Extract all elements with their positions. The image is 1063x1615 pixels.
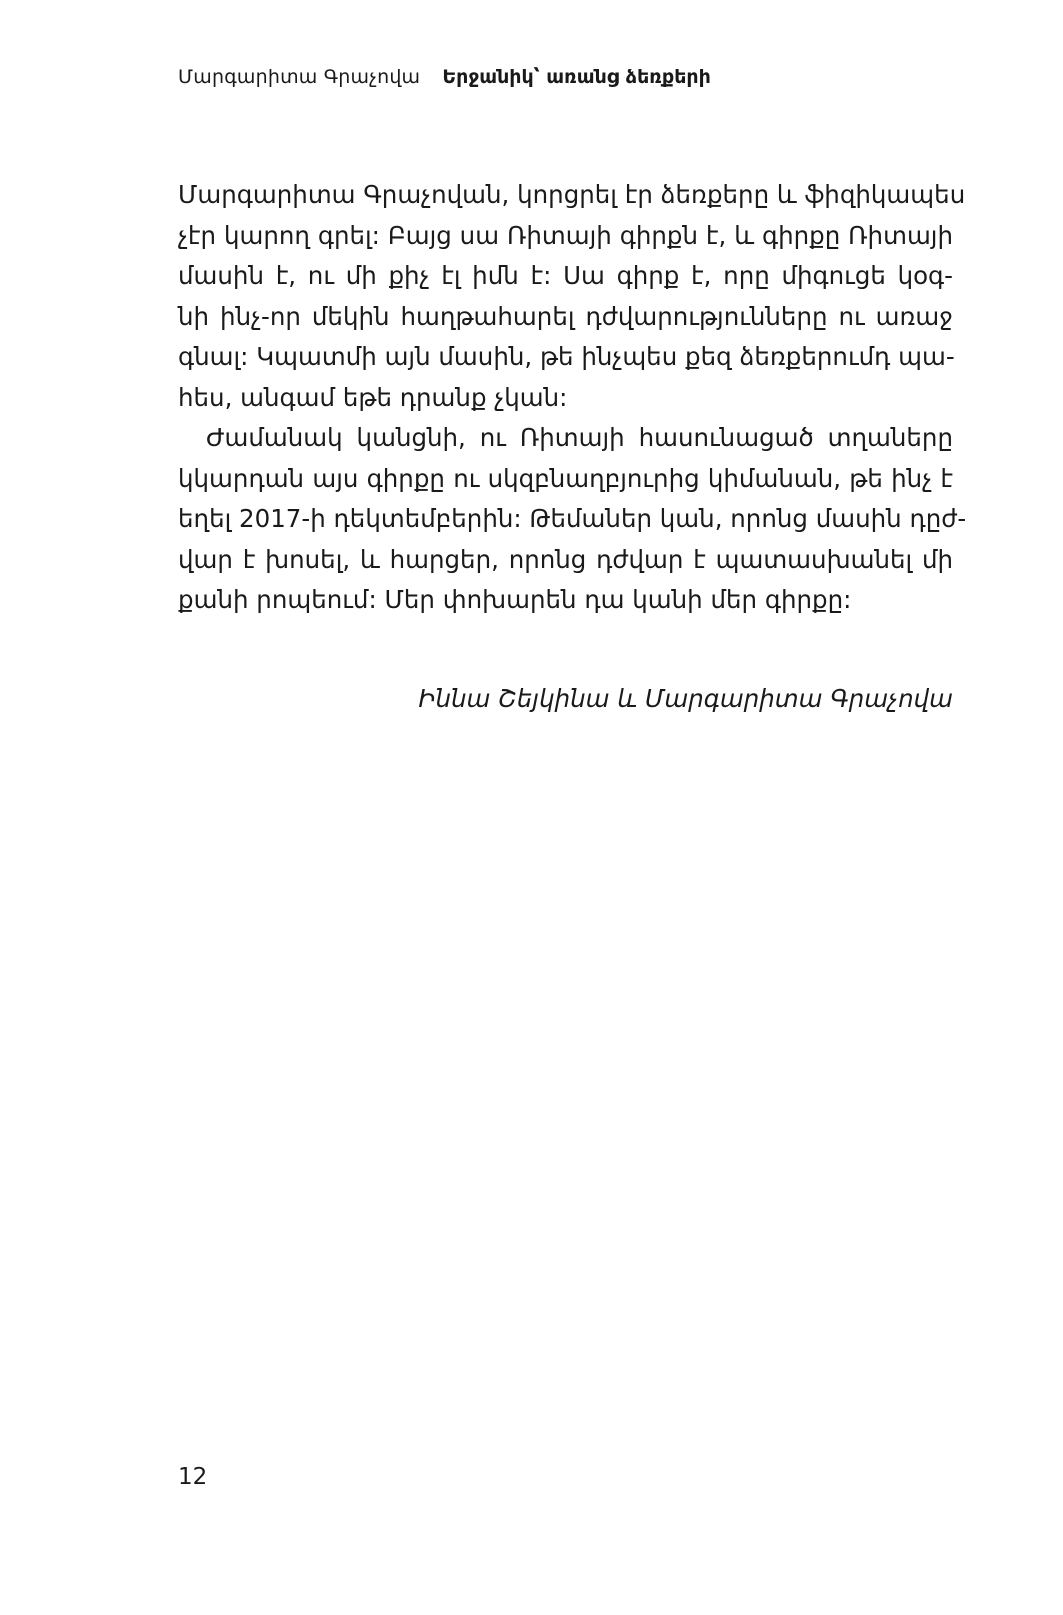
- signature: Իննա Շեյկինա և Մարգարիտա Գրաչովա: [418, 684, 953, 713]
- page-number: 12: [178, 1464, 208, 1490]
- text-line: չէր կարող գրել: Բայց սա Ռիտայի գիրքն է, և գիրքը Ռիտայի: [178, 220, 953, 250]
- body-text: [178, 175, 967, 621]
- text-line: քանի րոպեում: Մեր փոխարեն դա կանի մեր գիրքը:: [178, 585, 852, 614]
- text-line: մասին է, ու մի քիչ էլ իմն է: Սա գիրք է, որը միգուցե կօգ-: [178, 261, 953, 290]
- text-line: նի ինչ-որ մեկին հաղթահարել դժվարությունները ու առաջ: [178, 301, 953, 331]
- text-line: կկարդան այս գիրքը ու սկզբնաղբյուրից կիմանան, թե ինչ է: [178, 463, 953, 493]
- text-line: հես, անգամ եթե դրանք չկան:: [178, 382, 568, 412]
- paragraph-2: [178, 418, 967, 621]
- header-author: Մարգարիտա Գրաչովա: [178, 66, 421, 88]
- text-line: եղել 2017-ի դեկտեմբերին: Թեմաներ կան, որոնց մասին դըժ-: [178, 504, 967, 533]
- running-header: [178, 64, 711, 90]
- text-line: գնալ: Կպատմի այն մասին, թե ինչպես քեզ ձեռքերումդ պա-: [178, 342, 955, 371]
- text-line: Մարգարիտա Գրաչովան, կորցրել էր ձեռքերը և ֆիզիկապես: [178, 180, 966, 209]
- header-title: Երջանիկ՝ առանց ձեռքերի: [442, 66, 711, 88]
- text-line: Ժամանակ կանցնի, ու Ռիտայի հասունացած տղաները: [206, 423, 953, 452]
- text-line: վար է խոսել, և հարցեր, որոնց դժվար է պատասխանել մի: [178, 544, 953, 574]
- paragraph-1: [178, 175, 966, 418]
